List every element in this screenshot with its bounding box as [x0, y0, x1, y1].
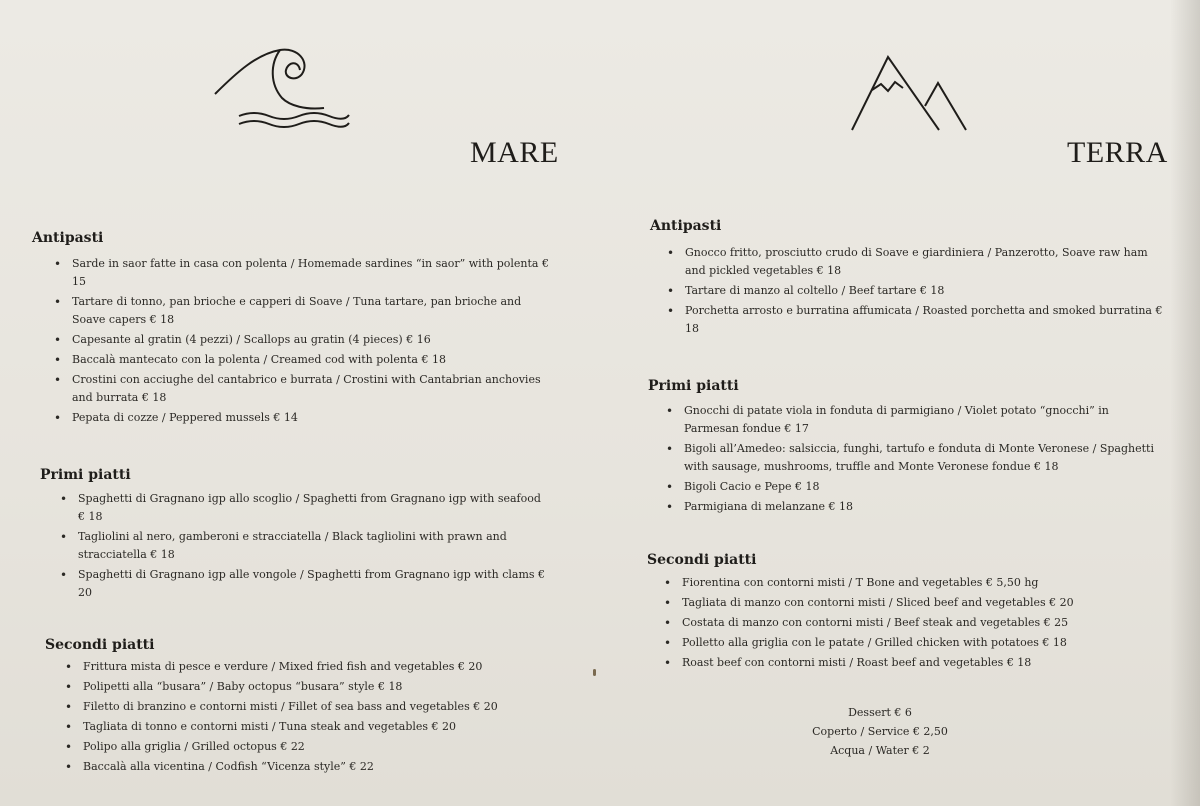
list-item: • Gnocchi di patate viola in fonduta di parmigiano / Violet potato “gnocchi” in Parmesan fondue € 17 [664, 402, 1164, 438]
terra-primi-list [664, 402, 1164, 518]
list-item: • Crostini con acciughe del cantabrico e burrata / Crostini with Cantabrian anchovies and burrata € 18 [52, 371, 552, 407]
list-item: • Polipetti alla “busara” / Baby octopus “busara” style € 18 [63, 678, 563, 696]
service-price: Coperto / Service € 2,50 [812, 725, 948, 738]
list-item: • Frittura mista di pesce e verdure / Mixed fried fish and vegetables € 20 [63, 658, 563, 676]
dessert-price: Dessert € 6 [848, 706, 912, 719]
extras-block [790, 703, 970, 760]
list-item: • Spaghetti di Gragnano igp allo scoglio / Spaghetti from Gragnano igp with seafood € 18 [58, 490, 548, 526]
list-item: • Gnocco fritto, prosciutto crudo di Soave e giardiniera / Panzerotto, Soave raw ham and pickled vegetables € 18 [665, 244, 1165, 280]
list-item: • Bigoli all’Amedeo: salsiccia, funghi, tartufo e fonduta di Monte Veronese / Spaghetti with sausage, mushrooms, truffle and Monte Veronese fondue € 18 [664, 440, 1164, 476]
water-price: Acqua / Water € 2 [830, 744, 930, 757]
list-item: • Baccalà alla vicentina / Codfish “Vicenza style” € 22 [63, 758, 563, 776]
terra-secondi-heading: Secondi piatti [647, 552, 757, 568]
mare-secondi-heading: Secondi piatti [45, 637, 155, 653]
terra-title: TERRA [1067, 136, 1168, 169]
list-item: • Polipo alla griglia / Grilled octopus € 22 [63, 738, 563, 756]
wave-icon [212, 44, 354, 136]
list-item: • Baccalà mantecato con la polenta / Creamed cod with polenta € 18 [52, 351, 552, 369]
paper-speck [593, 669, 596, 676]
mare-antipasti-list [52, 255, 552, 429]
list-item: • Tartare di manzo al coltello / Beef tartare € 18 [665, 282, 1165, 300]
mare-primi-list [58, 490, 548, 604]
mare-secondi-list [63, 658, 563, 778]
terra-antipasti-list [665, 244, 1165, 340]
list-item: • Sarde in saor fatte in casa con polenta / Homemade sardines “in saor” with polenta € 15 [52, 255, 552, 291]
list-item: • Bigoli Cacio e Pepe € 18 [664, 478, 1164, 496]
list-item: • Polletto alla griglia con le patate / Grilled chicken with potatoes € 18 [662, 634, 1162, 652]
list-item: • Costata di manzo con contorni misti / Beef steak and vegetables € 25 [662, 614, 1162, 632]
list-item: • Filetto di branzino e contorni misti / Fillet of sea bass and vegetables € 20 [63, 698, 563, 716]
list-item: • Capesante al gratin (4 pezzi) / Scallops au gratin (4 pieces) € 16 [52, 331, 552, 349]
list-item: • Pepata di cozze / Peppered mussels € 14 [52, 409, 552, 427]
terra-primi-heading: Primi piatti [648, 378, 739, 394]
list-item: • Spaghetti di Gragnano igp alle vongole / Spaghetti from Gragnano igp with clams € 20 [58, 566, 548, 602]
list-item: • Roast beef con contorni misti / Roast beef and vegetables € 18 [662, 654, 1162, 672]
list-item: • Tagliata di manzo con contorni misti / Sliced beef and vegetables € 20 [662, 594, 1162, 612]
mare-primi-heading: Primi piatti [40, 467, 131, 483]
mare-title: MARE [470, 136, 559, 169]
list-item: • Fiorentina con contorni misti / T Bone and vegetables € 5,50 hg [662, 574, 1162, 592]
list-item: • Tagliolini al nero, gamberoni e stracciatella / Black tagliolini with prawn and stracciatella € 18 [58, 528, 548, 564]
list-item: • Tartare di tonno, pan brioche e capperi di Soave / Tuna tartare, pan brioche and Soave capers € 18 [52, 293, 552, 329]
mountain-icon [849, 54, 969, 134]
list-item: • Tagliata di tonno e contorni misti / Tuna steak and vegetables € 20 [63, 718, 563, 736]
page-edge-shadow [1170, 0, 1200, 806]
terra-secondi-list [662, 574, 1162, 674]
terra-antipasti-heading: Antipasti [650, 218, 722, 234]
list-item: • Parmigiana di melanzane € 18 [664, 498, 1164, 516]
mare-antipasti-heading: Antipasti [32, 230, 104, 246]
list-item: • Porchetta arrosto e burratina affumicata / Roasted porchetta and smoked burratina € 18 [665, 302, 1165, 338]
